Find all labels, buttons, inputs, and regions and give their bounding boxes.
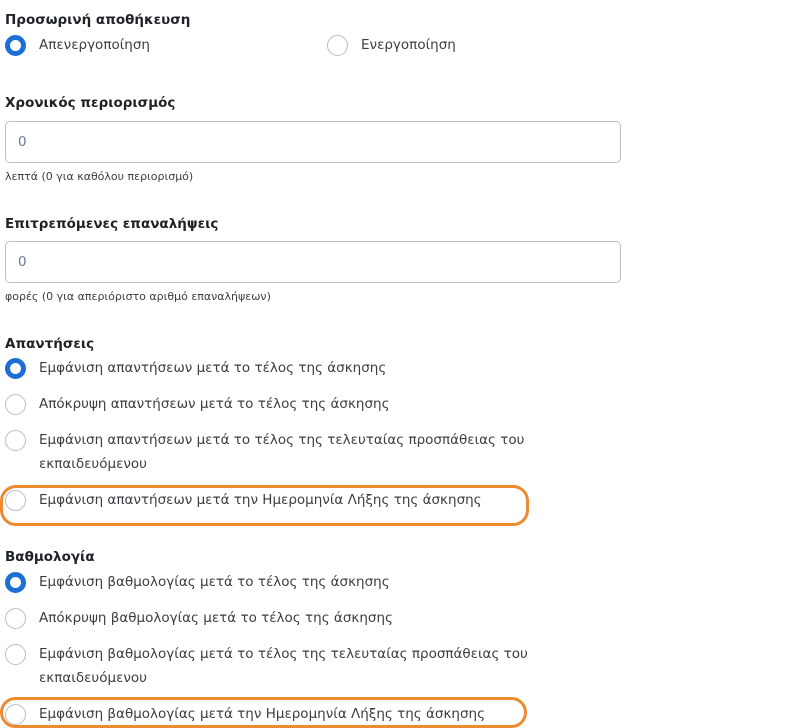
radio-label: Απενεργοποίηση [39, 37, 150, 53]
answers-show-after-end-radio[interactable] [5, 358, 386, 380]
temporary-save-enable-radio[interactable] [327, 35, 456, 57]
radio-label: Εμφάνιση απαντήσεων μετά το τέλος της άσκησης [39, 360, 387, 376]
radio-indicator[interactable] [5, 644, 26, 665]
radio-label: Απόκρυψη απαντήσεων μετά το τέλος της άσκησης [39, 396, 390, 412]
radio-label: Απόκρυψη βαθμολογίας μετά το τέλος της άσκησης [39, 610, 393, 626]
radio-indicator[interactable] [5, 430, 26, 451]
attempts-input[interactable] [5, 241, 621, 283]
time-limit-input[interactable] [5, 121, 621, 163]
answers-hide-after-end-radio[interactable] [5, 394, 390, 416]
radio-label: Ενεργοποίηση [361, 37, 456, 53]
radio-indicator[interactable] [5, 35, 26, 56]
radio-label: Εμφάνιση απαντήσεων μετά το τέλος της τελευταίας προσπάθειας του εκπαιδευόμενου [39, 432, 525, 472]
answers-show-after-last-attempt-radio[interactable] [5, 430, 559, 476]
radio-indicator[interactable] [5, 572, 26, 593]
grading-show-after-last-attempt-radio[interactable] [5, 644, 559, 690]
grading-show-after-end-radio[interactable] [5, 572, 390, 594]
grading-hide-after-end-radio[interactable] [5, 608, 393, 630]
grading-title: Βαθμολογία [5, 549, 95, 565]
radio-indicator[interactable] [5, 394, 26, 415]
radio-label: Εμφάνιση απαντήσεων μετά την Ημερομηνία Λήξης της άσκησης [39, 492, 482, 508]
attempts-title: Επιτρεπόμενες επαναλήψεις [5, 216, 219, 232]
radio-label: Εμφάνιση βαθμολογίας μετά το τέλος της τελευταίας προσπάθειας του εκπαιδευόμενου [39, 646, 528, 686]
radio-indicator[interactable] [5, 490, 26, 511]
grading-show-after-due-date-radio[interactable] [5, 704, 485, 726]
answers-show-after-due-date-radio[interactable] [5, 490, 482, 512]
radio-indicator[interactable] [5, 608, 26, 629]
radio-indicator[interactable] [327, 35, 348, 56]
radio-indicator[interactable] [5, 704, 26, 725]
answers-title: Απαντήσεις [5, 336, 95, 352]
attempts-help: φορές (0 για απεριόριστο αριθμό επαναλήψεων) [5, 290, 271, 303]
temporary-save-disable-radio[interactable] [5, 35, 150, 57]
time-limit-title: Χρονικός περιορισμός [5, 95, 176, 111]
temporary-save-title: Προσωρινή αποθήκευση [5, 12, 191, 28]
radio-label: Εμφάνιση βαθμολογίας μετά το τέλος της άσκησης [39, 574, 390, 590]
time-limit-help: λεπτά (0 για καθόλου περιορισμό) [5, 170, 194, 183]
radio-label: Εμφάνιση βαθμολογίας μετά την Ημερομηνία Λήξης της άσκησης [39, 706, 486, 722]
radio-indicator[interactable] [5, 358, 26, 379]
